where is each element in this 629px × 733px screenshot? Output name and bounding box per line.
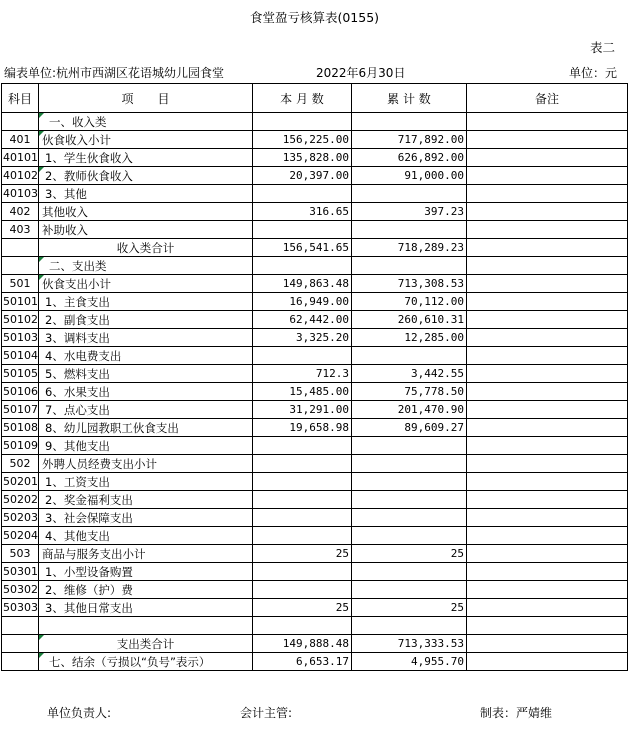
row-code: 503 xyxy=(2,545,39,563)
row-code: 50303 xyxy=(2,599,39,617)
table-row xyxy=(2,203,628,221)
row-month-value: 16,949.00 xyxy=(253,293,352,311)
table-row xyxy=(2,167,628,185)
row-cumulative-value xyxy=(352,491,467,509)
row-cumulative-value xyxy=(352,185,467,203)
row-cumulative-value xyxy=(352,221,467,239)
row-month-value xyxy=(253,509,352,527)
row-item: 1、主食支出 xyxy=(39,293,253,311)
row-cumulative-value: 75,778.50 xyxy=(352,383,467,401)
row-cumulative-value: 91,000.00 xyxy=(352,167,467,185)
row-cumulative-value: 260,610.31 xyxy=(352,311,467,329)
row-note xyxy=(467,455,628,473)
header-code: 科目 xyxy=(2,84,39,113)
row-note xyxy=(467,563,628,581)
signature-head: 单位负责人: xyxy=(47,706,112,720)
row-month-value xyxy=(253,491,352,509)
row-month-value: 156,225.00 xyxy=(253,131,352,149)
row-item: 3、其他日常支出 xyxy=(39,599,253,617)
table-row xyxy=(2,257,628,275)
row-month-value xyxy=(253,455,352,473)
reporting-unit: 编表单位:杭州市西湖区花语城幼儿园食堂 xyxy=(4,66,225,80)
table-row xyxy=(2,347,628,365)
row-month-value: 712.3 xyxy=(253,365,352,383)
row-code xyxy=(2,113,39,131)
row-code: 40101 xyxy=(2,149,39,167)
row-code: 50102 xyxy=(2,311,39,329)
row-note xyxy=(467,545,628,563)
row-code: 502 xyxy=(2,455,39,473)
table-row xyxy=(2,455,628,473)
row-cumulative-value: 713,308.53 xyxy=(352,275,467,293)
table-number: 表二 xyxy=(589,40,615,55)
row-month-value: 135,828.00 xyxy=(253,149,352,167)
table-row xyxy=(2,311,628,329)
row-cumulative-value xyxy=(352,455,467,473)
row-item: 七、结余（亏损以“负号”表示） xyxy=(39,653,253,671)
signature-accountant: 会计主管: xyxy=(240,706,293,720)
row-item: 1、学生伙食收入 xyxy=(39,149,253,167)
currency-unit: 单位：元 xyxy=(568,66,617,80)
row-item: 7、点心支出 xyxy=(39,401,253,419)
header-row xyxy=(2,84,628,113)
table-row xyxy=(2,221,628,239)
table-row xyxy=(2,149,628,167)
row-item: 伙食收入小计 xyxy=(39,131,253,149)
row-code xyxy=(2,239,39,257)
row-note xyxy=(467,617,628,635)
row-month-value: 149,888.48 xyxy=(253,635,352,653)
table-row xyxy=(2,275,628,293)
page-title: 食堂盈亏核算表(0155) xyxy=(249,10,380,25)
row-month-value: 156,541.65 xyxy=(253,239,352,257)
row-month-value: 15,485.00 xyxy=(253,383,352,401)
table-row xyxy=(2,509,628,527)
row-month-value: 20,397.00 xyxy=(253,167,352,185)
row-cumulative-value xyxy=(352,509,467,527)
row-cumulative-value: 626,892.00 xyxy=(352,149,467,167)
row-cumulative-value: 70,112.00 xyxy=(352,293,467,311)
table-row xyxy=(2,563,628,581)
row-code: 50103 xyxy=(2,329,39,347)
row-code: 50204 xyxy=(2,527,39,545)
row-item: 其他收入 xyxy=(39,203,253,221)
row-item: 外聘人员经费支出小计 xyxy=(39,455,253,473)
row-cumulative-value xyxy=(352,113,467,131)
row-code: 50202 xyxy=(2,491,39,509)
row-note xyxy=(467,185,628,203)
table-row xyxy=(2,329,628,347)
row-note xyxy=(467,221,628,239)
row-item: 二、支出类 xyxy=(39,257,253,275)
row-month-value xyxy=(253,527,352,545)
row-code: 50201 xyxy=(2,473,39,491)
row-cumulative-value: 717,892.00 xyxy=(352,131,467,149)
row-cumulative-value xyxy=(352,617,467,635)
row-item: 4、水电费支出 xyxy=(39,347,253,365)
header-item: 项 目 xyxy=(39,84,253,113)
row-note xyxy=(467,365,628,383)
table-row xyxy=(2,383,628,401)
row-month-value xyxy=(253,113,352,131)
row-code: 401 xyxy=(2,131,39,149)
row-item: 1、小型设备购置 xyxy=(39,563,253,581)
row-cumulative-value: 713,333.53 xyxy=(352,635,467,653)
header-cumulative: 累 计 数 xyxy=(352,84,467,113)
table-row xyxy=(2,401,628,419)
row-code xyxy=(2,653,39,671)
row-month-value xyxy=(253,347,352,365)
row-note xyxy=(467,131,628,149)
row-code xyxy=(2,635,39,653)
row-item: 2、维修（护）费 xyxy=(39,581,253,599)
row-item: 1、工资支出 xyxy=(39,473,253,491)
row-month-value: 25 xyxy=(253,545,352,563)
row-month-value: 31,291.00 xyxy=(253,401,352,419)
row-cumulative-value: 3,442.55 xyxy=(352,365,467,383)
row-cumulative-value xyxy=(352,563,467,581)
table-row xyxy=(2,437,628,455)
row-note xyxy=(467,491,628,509)
row-cumulative-value xyxy=(352,527,467,545)
table-row xyxy=(2,491,628,509)
row-note xyxy=(467,653,628,671)
row-note xyxy=(467,437,628,455)
table-row xyxy=(2,545,628,563)
table-row xyxy=(2,599,628,617)
row-code: 50106 xyxy=(2,383,39,401)
row-code: 50301 xyxy=(2,563,39,581)
row-note xyxy=(467,347,628,365)
row-cumulative-value xyxy=(352,347,467,365)
row-month-value: 25 xyxy=(253,599,352,617)
ledger-body xyxy=(2,113,628,671)
row-item: 收入类合计 xyxy=(39,239,253,257)
row-cumulative-value: 25 xyxy=(352,599,467,617)
row-code: 50101 xyxy=(2,293,39,311)
table-row xyxy=(2,473,628,491)
table-row xyxy=(2,131,628,149)
row-item: 支出类合计 xyxy=(39,635,253,653)
row-item: 补助收入 xyxy=(39,221,253,239)
table-row xyxy=(2,365,628,383)
row-month-value xyxy=(253,473,352,491)
row-item: 一、收入类 xyxy=(39,113,253,131)
ledger-table xyxy=(1,83,628,671)
table-row xyxy=(2,239,628,257)
row-note xyxy=(467,203,628,221)
row-month-value: 19,658.98 xyxy=(253,419,352,437)
table-row xyxy=(2,527,628,545)
table-row xyxy=(2,293,628,311)
row-code: 50302 xyxy=(2,581,39,599)
row-item: 3、社会保障支出 xyxy=(39,509,253,527)
row-item: 4、其他支出 xyxy=(39,527,253,545)
row-note xyxy=(467,527,628,545)
row-note xyxy=(467,419,628,437)
row-note xyxy=(467,509,628,527)
row-code: 403 xyxy=(2,221,39,239)
row-month-value: 62,442.00 xyxy=(253,311,352,329)
table-row xyxy=(2,617,628,635)
table-row xyxy=(2,653,628,671)
row-note xyxy=(467,257,628,275)
row-month-value xyxy=(253,617,352,635)
row-cumulative-value xyxy=(352,437,467,455)
row-note xyxy=(467,329,628,347)
row-code xyxy=(2,617,39,635)
row-note xyxy=(467,401,628,419)
row-code xyxy=(2,257,39,275)
row-cumulative-value xyxy=(352,473,467,491)
row-note xyxy=(467,293,628,311)
row-cumulative-value: 201,470.90 xyxy=(352,401,467,419)
row-item: 商品与服务支出小计 xyxy=(39,545,253,563)
row-note xyxy=(467,473,628,491)
row-code: 50203 xyxy=(2,509,39,527)
row-code: 50104 xyxy=(2,347,39,365)
row-note xyxy=(467,275,628,293)
row-item: 2、副食支出 xyxy=(39,311,253,329)
row-item: 3、调料支出 xyxy=(39,329,253,347)
table-row xyxy=(2,113,628,131)
row-cumulative-value xyxy=(352,257,467,275)
row-month-value: 6,653.17 xyxy=(253,653,352,671)
row-code: 40102 xyxy=(2,167,39,185)
row-note xyxy=(467,311,628,329)
row-cumulative-value: 718,289.23 xyxy=(352,239,467,257)
row-note xyxy=(467,167,628,185)
row-note xyxy=(467,599,628,617)
row-code: 50109 xyxy=(2,437,39,455)
header-note: 备注 xyxy=(467,84,628,113)
row-note xyxy=(467,383,628,401)
row-month-value xyxy=(253,437,352,455)
row-item: 5、燃料支出 xyxy=(39,365,253,383)
row-note xyxy=(467,113,628,131)
row-month-value: 316.65 xyxy=(253,203,352,221)
row-month-value xyxy=(253,563,352,581)
header-month: 本 月 数 xyxy=(253,84,352,113)
row-item: 2、教师伙食收入 xyxy=(39,167,253,185)
table-row xyxy=(2,419,628,437)
row-cumulative-value: 25 xyxy=(352,545,467,563)
report-date: 2022年6月30日 xyxy=(316,66,406,80)
row-month-value xyxy=(253,185,352,203)
row-item: 2、奖金福利支出 xyxy=(39,491,253,509)
row-month-value xyxy=(253,581,352,599)
row-month-value: 149,863.48 xyxy=(253,275,352,293)
row-code: 50108 xyxy=(2,419,39,437)
signature-maker: 制表：严婧维 xyxy=(480,706,553,720)
row-cumulative-value: 4,955.70 xyxy=(352,653,467,671)
table-row xyxy=(2,635,628,653)
row-item: 6、水果支出 xyxy=(39,383,253,401)
table-row xyxy=(2,581,628,599)
table-row xyxy=(2,185,628,203)
row-cumulative-value: 397.23 xyxy=(352,203,467,221)
row-code: 501 xyxy=(2,275,39,293)
row-item: 伙食支出小计 xyxy=(39,275,253,293)
row-month-value: 3,325.20 xyxy=(253,329,352,347)
row-cumulative-value: 12,285.00 xyxy=(352,329,467,347)
row-code: 50107 xyxy=(2,401,39,419)
row-item: 9、其他支出 xyxy=(39,437,253,455)
row-note xyxy=(467,635,628,653)
row-month-value xyxy=(253,257,352,275)
row-cumulative-value: 89,609.27 xyxy=(352,419,467,437)
row-month-value xyxy=(253,221,352,239)
row-item: 3、其他 xyxy=(39,185,253,203)
row-item xyxy=(39,617,253,635)
row-note xyxy=(467,581,628,599)
row-item: 8、幼儿园教职工伙食支出 xyxy=(39,419,253,437)
row-cumulative-value xyxy=(352,581,467,599)
row-note xyxy=(467,149,628,167)
row-note xyxy=(467,239,628,257)
row-code: 402 xyxy=(2,203,39,221)
row-code: 50105 xyxy=(2,365,39,383)
row-code: 40103 xyxy=(2,185,39,203)
